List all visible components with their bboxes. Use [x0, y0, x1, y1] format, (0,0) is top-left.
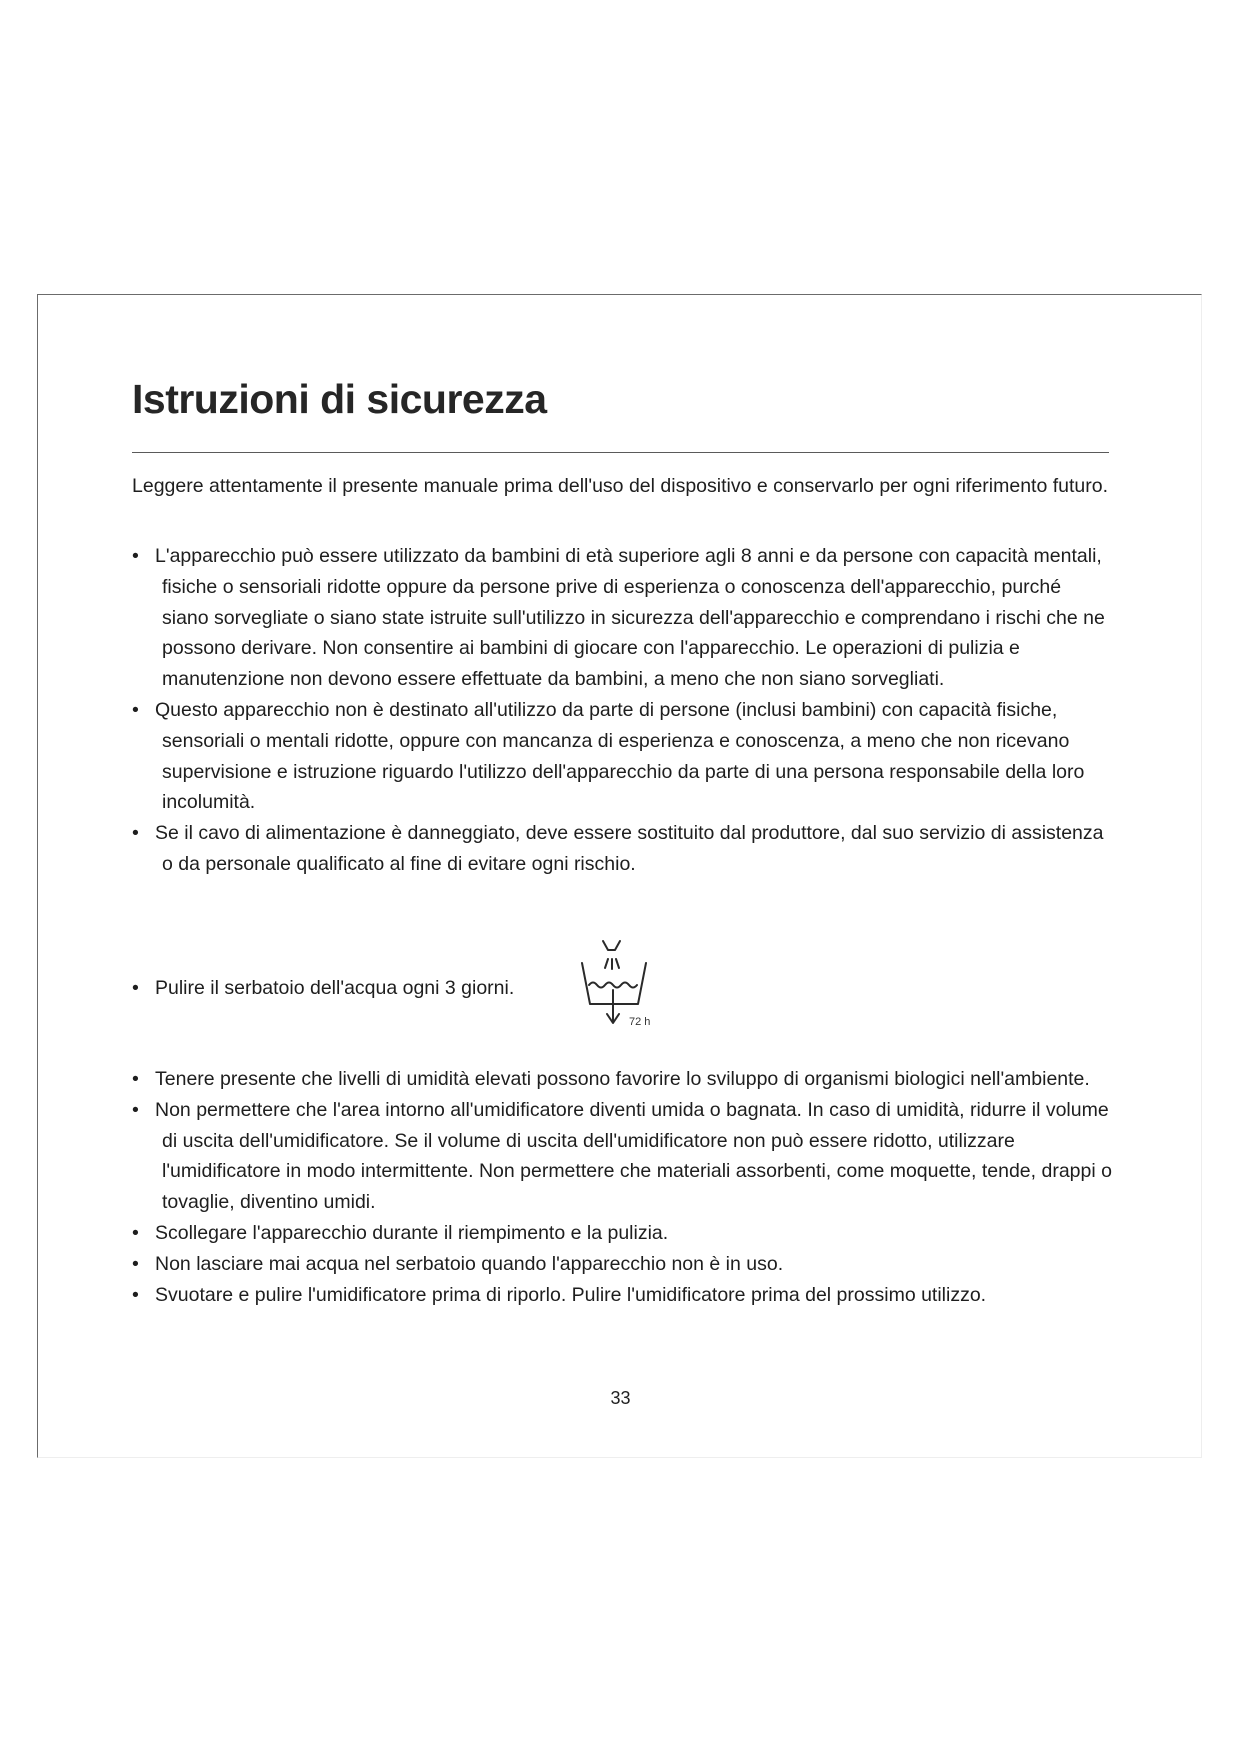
- page-number: 33: [610, 1388, 631, 1408]
- list-item: [132, 1218, 1112, 1249]
- list-item: [132, 1249, 1112, 1280]
- intro-paragraph: Leggere attentamente il presente manuale prima dell'uso del dispositivo e conservarlo per ogni riferimento futuro.: [132, 475, 1109, 497]
- list-item-text: Non lasciare mai acqua nel serbatoio quando l'apparecchio non è in uso.: [155, 1252, 784, 1275]
- bullet-glyph: •: [132, 977, 139, 999]
- list-item: [132, 695, 1112, 818]
- list-item: [132, 1064, 1112, 1095]
- bullet-glyph: •: [132, 1098, 139, 1121]
- list-item-text: Svuotare e pulire l'umidificatore prima di riporlo. Pulire l'umidificatore prima del prossimo utilizzo.: [155, 1283, 987, 1306]
- water-tank-clean-icon: [578, 938, 668, 1038]
- list-item: [132, 1095, 1112, 1218]
- list-item-text: Se il cavo di alimentazione è danneggiato, deve essere sostituito dal produttore, dal suo servizio di assistenza o da personale qualificato al fine di evitare ogni rischio.: [155, 822, 1104, 875]
- tank-icon-label: 72 h: [629, 1016, 651, 1028]
- list-item: [132, 818, 1112, 880]
- bullet-glyph: •: [132, 1283, 139, 1306]
- bullet-glyph: •: [132, 698, 139, 721]
- list-item-text: Non permettere che l'area intorno all'umidificatore diventi umida o bagnata. In caso di umidità, ridurre il volume di uscita dell'umidificatore. Se il volume di uscita dell'umidificatore non può essere ridotto, utilizzare l'umidificatore in modo intermittente. Non permettere che materiali assorbenti, come moquette, tende, drappi o tovaglie, diventino umidi.: [155, 1098, 1112, 1214]
- bullet-glyph: •: [132, 545, 139, 567]
- bullet-glyph: •: [132, 1252, 139, 1275]
- list-item-text: L'apparecchio può essere utilizzato da bambini di età superiore agli 8 anni e da persone con capacità mentali, fisiche o sensoriali ridotte oppure da persone prive di esperienza o conoscenza dell'apparecchio, purché siano sorvegliate o siano state istruite sull'utilizzo in sicurezza dell'apparecchio e comprendano i rischi che ne possono derivare. Non consentire ai bambini di giocare con l'apparecchio. Le operazioni di pulizia e manutenzione non devono essere effettuate da bambini, a meno che non siano sorvegliati.: [155, 545, 1105, 691]
- safety-list-1: [132, 541, 1112, 880]
- list-item: [132, 1280, 1112, 1311]
- list-item-text: Questo apparecchio non è destinato all'utilizzo da parte di persone (inclusi bambini) con capacità fisiche, sensoriali o mentali ridotte, oppure con mancanza di esperienza e conoscenza, a meno che non ricevano supervisione e istruzione riguardo l'utilizzo dell'apparecchio da parte di una persona responsabile della loro incolumità.: [155, 698, 1085, 814]
- list-item: [132, 541, 1112, 695]
- bullet-glyph: •: [132, 822, 139, 845]
- safety-list-3: [132, 1064, 1112, 1310]
- list-item-text: Scollegare l'apparecchio durante il riempimento e la pulizia.: [155, 1221, 669, 1244]
- list-item-text: Tenere presente che livelli di umidità elevati possono favorire lo sviluppo di organismi biologici nell'ambiente.: [155, 1068, 1090, 1090]
- bullet-glyph: •: [132, 1068, 139, 1090]
- list-item-text: Pulire il serbatoio dell'acqua ogni 3 giorni.: [155, 977, 515, 999]
- title-divider: [132, 452, 1109, 453]
- bullet-glyph: •: [132, 1221, 139, 1244]
- page-title: Istruzioni di sicurezza: [132, 376, 547, 422]
